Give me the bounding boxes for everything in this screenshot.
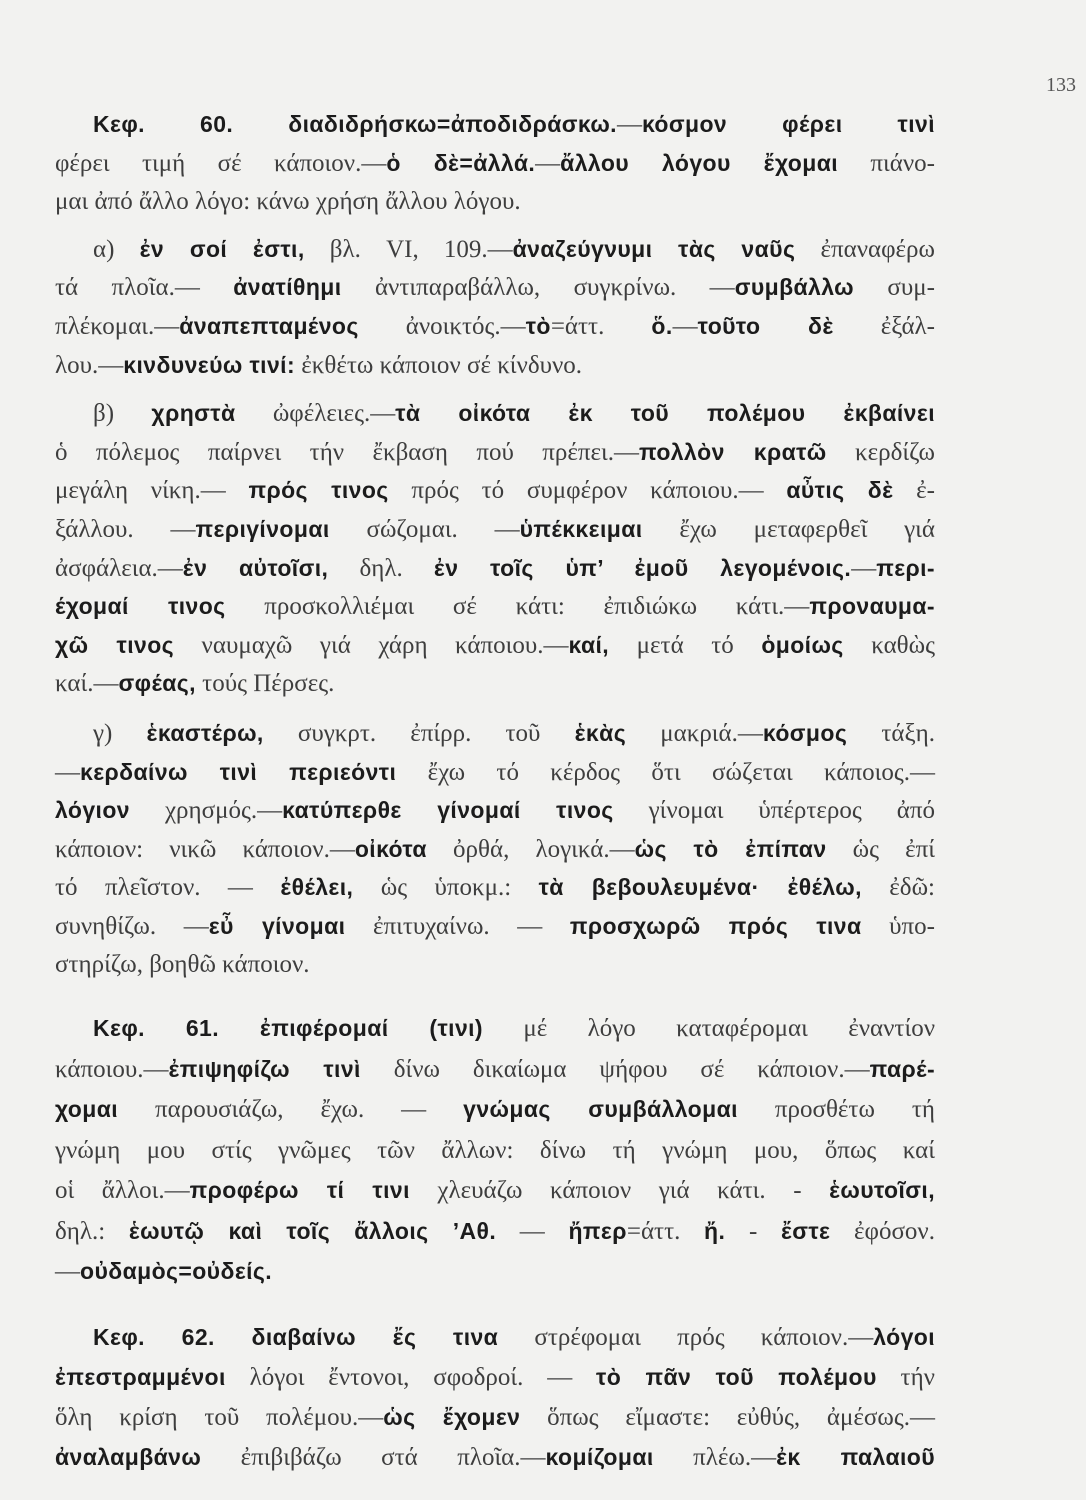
gloss-text: μακριά.— xyxy=(626,719,763,747)
gloss-text: φέρει τιμή σέ κάποιον.— xyxy=(55,149,387,177)
gloss-text: ἐπαναφέρω xyxy=(795,235,935,263)
gloss-text: ἐπιβιβάζω στά πλοῖα.— xyxy=(201,1443,546,1471)
text-line xyxy=(55,832,935,871)
gloss-text: ὁ πόλεμος παίρνει τήν ἔκβαση πού πρέπει.— xyxy=(55,438,639,466)
text-line xyxy=(55,1439,935,1479)
text-line xyxy=(55,1359,935,1399)
headword: κομίζομαι xyxy=(545,1443,654,1470)
headword: ὡς ἔχομεν xyxy=(383,1403,521,1430)
chapter-61-paragraph xyxy=(55,1010,935,1294)
headword: ἑωυτῷ καὶ τοῖς ἄλλοις ’Αθ. xyxy=(128,1217,497,1244)
headword: ἐπεστραμμένοι xyxy=(55,1363,226,1390)
headword: ἤπερ xyxy=(568,1217,627,1244)
headword: αὖτις δὲ xyxy=(786,477,894,504)
text-line xyxy=(55,396,935,435)
gloss-text: τούς Πέρσες. xyxy=(195,670,335,698)
headword: ἀνατίθημι xyxy=(233,274,342,301)
headword: συμβάλλω xyxy=(734,274,854,301)
gloss-text: ἀντιπαραβάλλω, συγκρίνω. — xyxy=(341,274,735,302)
gloss-text: πλέκομαι.— xyxy=(55,312,180,340)
headword: ἄλλου λόγου ἔχομαι xyxy=(560,149,839,176)
gloss-text: ἐδῶ: xyxy=(861,874,935,902)
headword: χῶ τινος xyxy=(55,631,175,658)
headword: σφέας, xyxy=(118,670,196,697)
gloss-text: μέ λόγο καταφέρομαι ἐναντίον xyxy=(483,1015,935,1043)
headword: ἤ. xyxy=(704,1217,726,1244)
gloss-text: ἀνοικτός.— xyxy=(358,312,526,340)
headword: κερδαίνω τινὶ περιεόντι xyxy=(80,758,397,785)
headword: ὑπέκκειμαι xyxy=(519,515,643,542)
text-line xyxy=(55,755,935,794)
gloss-text: κάποιον: νικῶ κάποιον.— xyxy=(55,835,355,863)
gloss-text: ὡς ὑποκμ.: xyxy=(353,874,539,902)
gloss-text: ὅλη κρίση τοῦ πολέμου.— xyxy=(55,1403,384,1431)
gloss-text: ὅπως εἴμαστε: εὐθύς, ἀμέσως.— xyxy=(520,1403,935,1431)
gloss-text: ἐφόσον. xyxy=(830,1217,935,1245)
gloss-text: =άττ. xyxy=(550,312,652,340)
text-line xyxy=(55,512,935,551)
headword: χρηστὰ xyxy=(151,400,236,427)
headword: ἐν τοῖς ὑπ’ ἐμοῦ λεγομένοις. xyxy=(433,554,852,581)
headword: προφέρω τί τινι xyxy=(189,1177,410,1204)
gloss-text: ὑπο- xyxy=(861,912,935,940)
headword: γνώμας συμβάλλομαι xyxy=(463,1096,738,1123)
gloss-text: ἀσφάλεια.— xyxy=(55,554,183,582)
text-line xyxy=(55,270,935,309)
text-line xyxy=(55,870,935,909)
headword: περιγίνομαι xyxy=(195,515,330,542)
gloss-text: — xyxy=(496,1217,569,1245)
chapter-60-paragraph xyxy=(55,107,935,223)
text-line xyxy=(55,909,935,948)
text-line xyxy=(55,1399,935,1439)
gloss-text: σώζομαι. — xyxy=(329,515,520,543)
gloss-text: — xyxy=(535,149,561,177)
headword: χομαι xyxy=(55,1096,119,1123)
headword: λόγιον xyxy=(55,797,130,824)
headword: κινδυνεύω τινί: xyxy=(123,351,296,378)
text-line xyxy=(55,1319,935,1359)
gloss-text: γ) xyxy=(93,719,147,747)
gloss-text: κερδίζω xyxy=(826,438,935,466)
gloss-text: οἱ ἄλλοι.— xyxy=(55,1177,190,1205)
headword: ἐν αὐτοῖσι, xyxy=(182,554,329,581)
headword: προσχωρῶ πρός τινα xyxy=(569,912,862,939)
chapter-62-paragraph xyxy=(55,1319,935,1479)
headword: προναυμα- xyxy=(809,593,935,620)
gloss-text: μετά τό xyxy=(609,631,762,659)
gloss-text: ναυμαχῶ γιά χάρη κάποιου.— xyxy=(174,631,569,659)
headword: τὸ xyxy=(525,312,551,339)
text-line xyxy=(55,232,935,271)
headword: ἀναζεύγνυμι τὰς ναῦς xyxy=(512,235,796,262)
gloss-text: χρησμός.— xyxy=(129,797,283,825)
gloss-text: καί.— xyxy=(55,670,119,698)
gloss-text: ἐπιτυχαίνω. — xyxy=(345,912,570,940)
headword: λόγοι xyxy=(873,1323,935,1350)
headword: ἐπιψηφίζω τινὶ xyxy=(168,1055,361,1082)
text-line xyxy=(55,628,935,667)
gloss-text: ἐκθέτω κάποιον σέ κίνδυνο. xyxy=(295,351,583,379)
gloss-text: γίνομαι ὑπέρτερος ἀπό xyxy=(613,797,936,825)
gloss-text: τό πλεῖστον. — xyxy=(55,874,281,902)
gloss-text: λου.— xyxy=(55,351,124,379)
text-line xyxy=(55,1051,935,1092)
text-line xyxy=(55,716,935,755)
section-beta-paragraph xyxy=(55,396,935,705)
headword: τὰ βεβουλευμένα· ἐθέλω, xyxy=(538,874,862,901)
gloss-text: =άττ. xyxy=(626,1217,705,1245)
headword: τοῦτο δὲ xyxy=(697,312,834,339)
section-gamma-paragraph xyxy=(55,716,935,986)
headword: οὐδαμὸς=οὐδείς. xyxy=(80,1258,273,1285)
gloss-text: ἔχω τό κέρδος ὅτι σώζεται κάποιος.— xyxy=(396,758,935,786)
text-line xyxy=(55,551,935,590)
headword: οἰκότα xyxy=(354,835,427,862)
gloss-text: συμ- xyxy=(854,274,935,302)
headword: ἑκαστέρω, xyxy=(146,719,264,746)
headword: ὁ δὲ=ἀλλά. xyxy=(386,149,536,176)
text-line xyxy=(55,1010,935,1051)
gloss-text: α) xyxy=(93,235,140,263)
headword: Κεφ. 60. διαδιδρήσκω=ἀποδιδράσκω. xyxy=(93,111,617,137)
headword: ὁμοίως xyxy=(761,631,844,658)
gloss-text: δηλ. xyxy=(328,554,434,582)
page-number: 133 xyxy=(1046,74,1076,96)
gloss-text: βλ. VI, 109.— xyxy=(304,235,513,263)
headword: πρός τινος xyxy=(248,477,389,504)
text-line xyxy=(55,309,935,348)
headword: ἑκὰς xyxy=(574,719,627,746)
text-line xyxy=(55,1091,935,1132)
text-line xyxy=(55,1172,935,1213)
gloss-text: — xyxy=(55,758,80,786)
gloss-text: τάξη. xyxy=(847,719,935,747)
gloss-text: μαι ἀπό ἄλλο λόγο: κάνω χρήση ἄλλου λόγου. xyxy=(55,188,521,216)
headword: έχομαί τινος xyxy=(55,593,226,620)
text-line xyxy=(55,107,935,146)
text-line xyxy=(55,348,935,387)
headword: ἐθέλει, xyxy=(280,874,354,901)
gloss-text: — xyxy=(616,111,642,138)
gloss-text: πλέω.— xyxy=(653,1443,777,1471)
gloss-text: — xyxy=(55,1258,80,1286)
headword: πολλὸν κρατῶ xyxy=(638,438,827,465)
gloss-text: ἐξάλ- xyxy=(833,312,935,340)
gloss-text: - xyxy=(725,1217,781,1245)
headword: ὅ. xyxy=(651,312,673,339)
gloss-text: προσκολλιέμαι σέ κάτι: ἐπιδιώκω κάτι.— xyxy=(225,593,810,621)
text-line xyxy=(55,589,935,628)
gloss-text: συγκρτ. ἐπίρρ. τοῦ xyxy=(263,719,575,747)
gloss-text: καθὼς xyxy=(843,631,936,659)
headword: Κεφ. 62. διαβαίνω ἔς τινα xyxy=(93,1323,499,1350)
gloss-text: λόγοι ἔντονοι, σφοδροί. — xyxy=(225,1363,597,1391)
gloss-text: γνώμη μου στίς γνῶμες τῶν ἄλλων: δίνω τή γνώμη μου, ὅπως καί xyxy=(55,1136,935,1164)
headword: κόσμον φέρει τινὶ xyxy=(641,111,935,137)
gloss-text: πρός τό συμφέρον κάποιου.— xyxy=(388,477,787,505)
gloss-text: — xyxy=(851,554,877,582)
gloss-text: κάποιου.— xyxy=(55,1055,169,1083)
gloss-text: πιάνο- xyxy=(838,149,935,177)
headword: τὸ πᾶν τοῦ πολέμου xyxy=(596,1363,877,1390)
gloss-text: δηλ.: xyxy=(55,1217,129,1245)
text-line xyxy=(55,473,935,512)
gloss-text: β) xyxy=(93,400,152,428)
headword: Κεφ. 61. ἐπιφέρομαί (τινι) xyxy=(93,1015,483,1042)
gloss-text: τήν xyxy=(876,1363,935,1391)
text-line xyxy=(55,1253,935,1294)
text-line xyxy=(55,666,935,705)
gloss-text: συνηθίζω. — xyxy=(55,912,209,940)
section-alpha-paragraph xyxy=(55,232,935,386)
gloss-text: ὠφέλειες.— xyxy=(235,400,396,428)
headword: ἐκ παλαιοῦ xyxy=(776,1443,936,1470)
text-line xyxy=(55,435,935,474)
gloss-text: μεγάλη νίκη.— xyxy=(55,477,249,505)
headword: καί, xyxy=(568,631,610,658)
headword: παρέ- xyxy=(869,1055,935,1082)
headword: ἀναπεπταμένος xyxy=(179,312,359,339)
gloss-text: — xyxy=(672,312,698,340)
gloss-text: παρουσιάζω, ἔχω. — xyxy=(118,1096,464,1124)
text-line xyxy=(55,146,935,185)
gloss-text: δίνω δικαίωμα ψήφου σέ κάποιον.— xyxy=(360,1055,870,1083)
headword: κόσμος xyxy=(762,719,848,746)
text-line xyxy=(55,1213,935,1254)
text-line xyxy=(55,793,935,832)
headword: ὡς τὸ ἐπίπαν xyxy=(634,835,827,862)
gloss-text: ἐ- xyxy=(893,477,935,505)
gloss-text: προσθέτω τή xyxy=(737,1096,935,1124)
text-line xyxy=(55,947,935,986)
headword: ἔστε xyxy=(780,1217,831,1244)
gloss-text: ὡς ἐπί xyxy=(826,835,936,863)
gloss-text: χλευάζω κάποιον γιά κάτι. - xyxy=(409,1177,830,1205)
gloss-text: στρέφομαι πρός κάποιον.— xyxy=(498,1323,874,1351)
gloss-text: τά πλοῖα.— xyxy=(55,274,234,302)
headword: εὖ γίνομαι xyxy=(208,912,346,939)
gloss-text: ὀρθά, λογικά.— xyxy=(426,835,635,863)
gloss-text: στηρίζω, βοηθῶ κάποιον. xyxy=(55,951,310,979)
headword: κατύπερθε γίνομαί τινος xyxy=(282,797,614,824)
text-line xyxy=(55,184,935,223)
text-line xyxy=(55,1132,935,1173)
headword: ἀναλαμβάνω xyxy=(55,1443,202,1470)
commentary-text xyxy=(55,107,935,1479)
headword: περι- xyxy=(876,554,935,581)
gloss-text: ξάλλου. — xyxy=(55,515,196,543)
headword: ἑωυτοῖσι, xyxy=(829,1177,936,1204)
headword: τὰ οἰκότα ἐκ τοῦ πολέμου ἐκβαίνει xyxy=(395,400,935,427)
headword: ἐν σοί ἐστι, xyxy=(139,235,305,262)
gloss-text: ἔχω μεταφερθεῖ γιά xyxy=(642,515,935,543)
